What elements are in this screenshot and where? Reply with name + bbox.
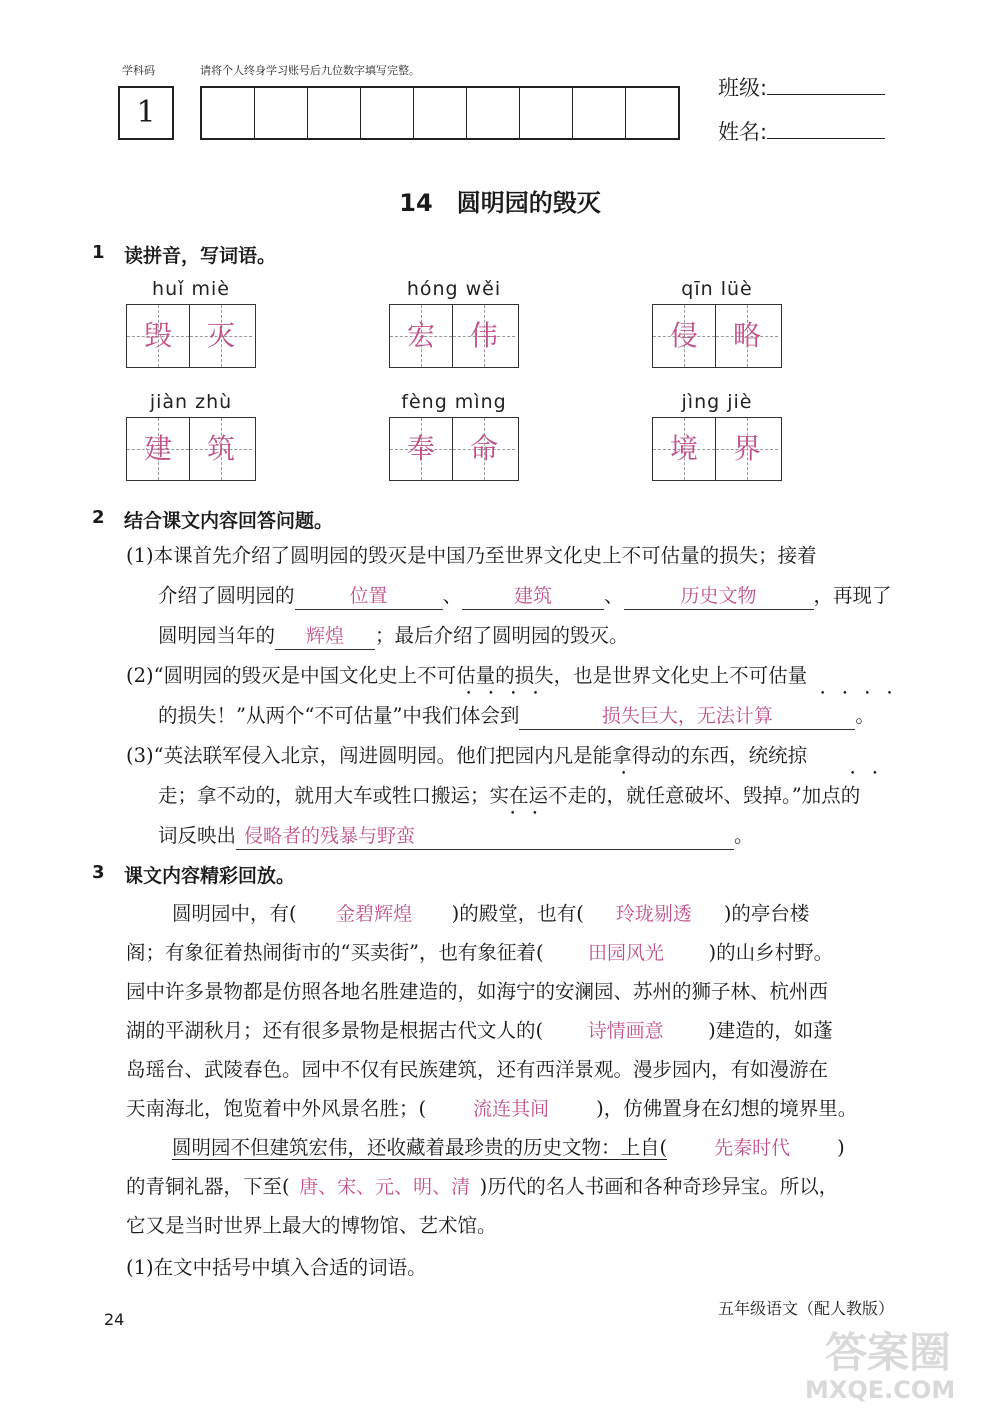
class-field (718, 72, 885, 102)
answer-fill: 田园风光 (588, 942, 665, 964)
q1-item-6 (652, 391, 782, 481)
answer-char: 境 (653, 418, 716, 480)
q2-p1-line2: 介绍了圆明园的 位置 、 建筑 、 历史文物 ，再现了 (158, 580, 892, 610)
name-label: 姓名: (718, 120, 768, 144)
emphasis-dots: •• (510, 809, 555, 819)
account-digit-cell (573, 88, 626, 138)
q1-item-1 (126, 278, 256, 368)
answer-fill: 流连其间 (473, 1098, 550, 1120)
q1-prompt: 读拼音，写词语。 (124, 245, 277, 267)
pinyin: jìng jiè (681, 391, 753, 413)
account-digit-cell (414, 88, 467, 138)
answer-char: 毁 (127, 305, 190, 367)
q1-item-3 (652, 278, 782, 368)
q1-item-5 (389, 391, 519, 481)
q2-p3-line1: (3)“英法联军侵入北京，闯进圆明园。他们把园内凡是能拿得动的东西，统统掠 (126, 744, 808, 767)
pinyin: jiàn zhù (149, 391, 233, 413)
q3-line9: 它又是当时世界上最大的博物馆、艺术馆。 (126, 1214, 497, 1237)
answer-blank: 历史文物 (624, 583, 814, 610)
answer-blank: 建筑 (462, 583, 604, 610)
subject-code-box (118, 86, 174, 140)
lesson-title: 14 圆明园的毁灭 (399, 189, 601, 217)
subject-code-value: 1 (136, 95, 156, 130)
class-label: 班级: (718, 76, 768, 100)
q2-prompt: 结合课文内容回答问题。 (124, 510, 334, 532)
answer-fill: 玲珑剔透 (615, 903, 692, 925)
q1-number: 1 (92, 242, 105, 263)
answer-blank: 辉煌 (275, 623, 375, 650)
class-blank (767, 74, 885, 95)
answer-blank: 位置 (295, 583, 443, 610)
q3-line3: 园中许多景物都是仿照各地名胜建造的，如海宁的安澜园、苏州的狮子林、杭州西 (126, 980, 829, 1003)
answer-char: 伟 (453, 305, 515, 367)
book-title: 五年级语文（配人教版） (718, 1299, 895, 1318)
answer-char: 命 (453, 418, 515, 480)
q3-line7: 圆明园不但建筑宏伟，还收藏着最珍贵的历史文物：上自( 先秦时代 ) (172, 1136, 845, 1159)
emphasis-dots: • (621, 769, 627, 779)
account-digit-cell (520, 88, 573, 138)
page-number: 24 (104, 1310, 125, 1329)
emphasis-dots: •• (850, 769, 895, 779)
answer-fill: 唐、宋、元、明、清 (299, 1176, 471, 1198)
q3-prompt: 课文内容精彩回放。 (124, 865, 296, 887)
answer-char: 侵 (653, 305, 716, 367)
subject-code-label: 学科码 (122, 64, 155, 77)
pinyin: hóng wěi (406, 278, 502, 300)
q1-item-4 (126, 391, 256, 481)
pinyin: qīn lüè (681, 278, 753, 300)
q3-line5: 岛瑶台、武陵春色。园中不仅有民族建筑，还有西洋景观。漫步园内，有如漫游在 (126, 1058, 829, 1081)
answer-fill: 诗情画意 (587, 1020, 664, 1042)
answer-char: 宏 (390, 305, 453, 367)
emphasis-dots: •••• (466, 689, 556, 699)
name-blank (767, 118, 885, 139)
answer-fill: 金碧辉煌 (336, 903, 413, 925)
answer-blank: 损失巨大，无法计算 (519, 703, 855, 730)
q3-line8: 的青铜礼器，下至( 唐、宋、元、明、清 )历代的名人书画和各种奇珍异宝。所以， (126, 1175, 839, 1198)
answer-char: 奉 (390, 418, 453, 480)
pinyin: huǐ miè (152, 278, 230, 300)
answer-char: 灭 (190, 305, 252, 367)
q2-p1-line3: 圆明园当年的 辉煌 ；最后介绍了圆明园的毁灭。 (158, 620, 629, 650)
account-instruction: 请将个人终身学习账号后九位数字填写完整。 (200, 64, 420, 77)
account-digit-cell (467, 88, 520, 138)
answer-blank: 侵略者的残暴与野蛮 (236, 823, 734, 850)
answer-char: 略 (716, 305, 778, 367)
q3-line1: 圆明园中，有( 金碧辉煌 )的殿堂，也有( 玲珑剔透 )的亭台楼 (172, 902, 810, 925)
pinyin: fèng mìng (401, 391, 507, 413)
answer-fill: 先秦时代 (714, 1137, 791, 1159)
watermark-logo: 答案圈 (825, 1328, 952, 1377)
account-digit-cell (308, 88, 361, 138)
q2-p2-line2: 的损失！”从两个“不可估量”中我们体会到 损失巨大，无法计算 。 (158, 700, 875, 730)
q3-line4: 湖的平湖秋月；还有很多景物是根据古代文人的( 诗情画意 )建造的，如蓬 (126, 1019, 833, 1042)
name-field (718, 116, 885, 146)
q3-line2: 阁；有象征着热闹街市的“买卖街”，也有象征着( 田园风光 )的山乡村野。 (126, 941, 834, 964)
account-digit-cell (255, 88, 308, 138)
account-digit-cell (202, 88, 255, 138)
emphasis-dots: •••• (820, 689, 910, 699)
q2-p3-line3: 词反映出 侵略者的残暴与野蛮 。 (158, 820, 754, 850)
q2-p3-line2: 走；拿不动的，就用大车或牲口搬运；实在运不走的，就任意破坏、毁掉。”加点的 (158, 784, 861, 807)
account-digit-cell (626, 88, 678, 138)
q2-number: 2 (92, 507, 105, 528)
q3-number: 3 (92, 862, 105, 883)
q3-sub1: (1)在文中括号中填入合适的词语。 (126, 1256, 427, 1279)
q2-p1-line1: (1)本课首先介绍了圆明园的毁灭是中国乃至世界文化史上不可估量的损失；接着 (126, 544, 817, 567)
account-digit-cell (361, 88, 414, 138)
q3-line6: 天南海北，饱览着中外风景名胜；( 流连其间 )，仿佛置身在幻想的境界里。 (126, 1097, 858, 1120)
watermark-url: MXQE.COM (805, 1376, 956, 1404)
q2-p2-line1: (2)“圆明园的毁灭是中国文化史上不可估量的损失，也是世界文化史上不可估量 (126, 664, 808, 687)
answer-char: 建 (127, 418, 190, 480)
q1-item-2 (389, 278, 519, 368)
answer-char: 筑 (190, 418, 252, 480)
account-number-grid (200, 86, 680, 140)
answer-char: 界 (716, 418, 778, 480)
